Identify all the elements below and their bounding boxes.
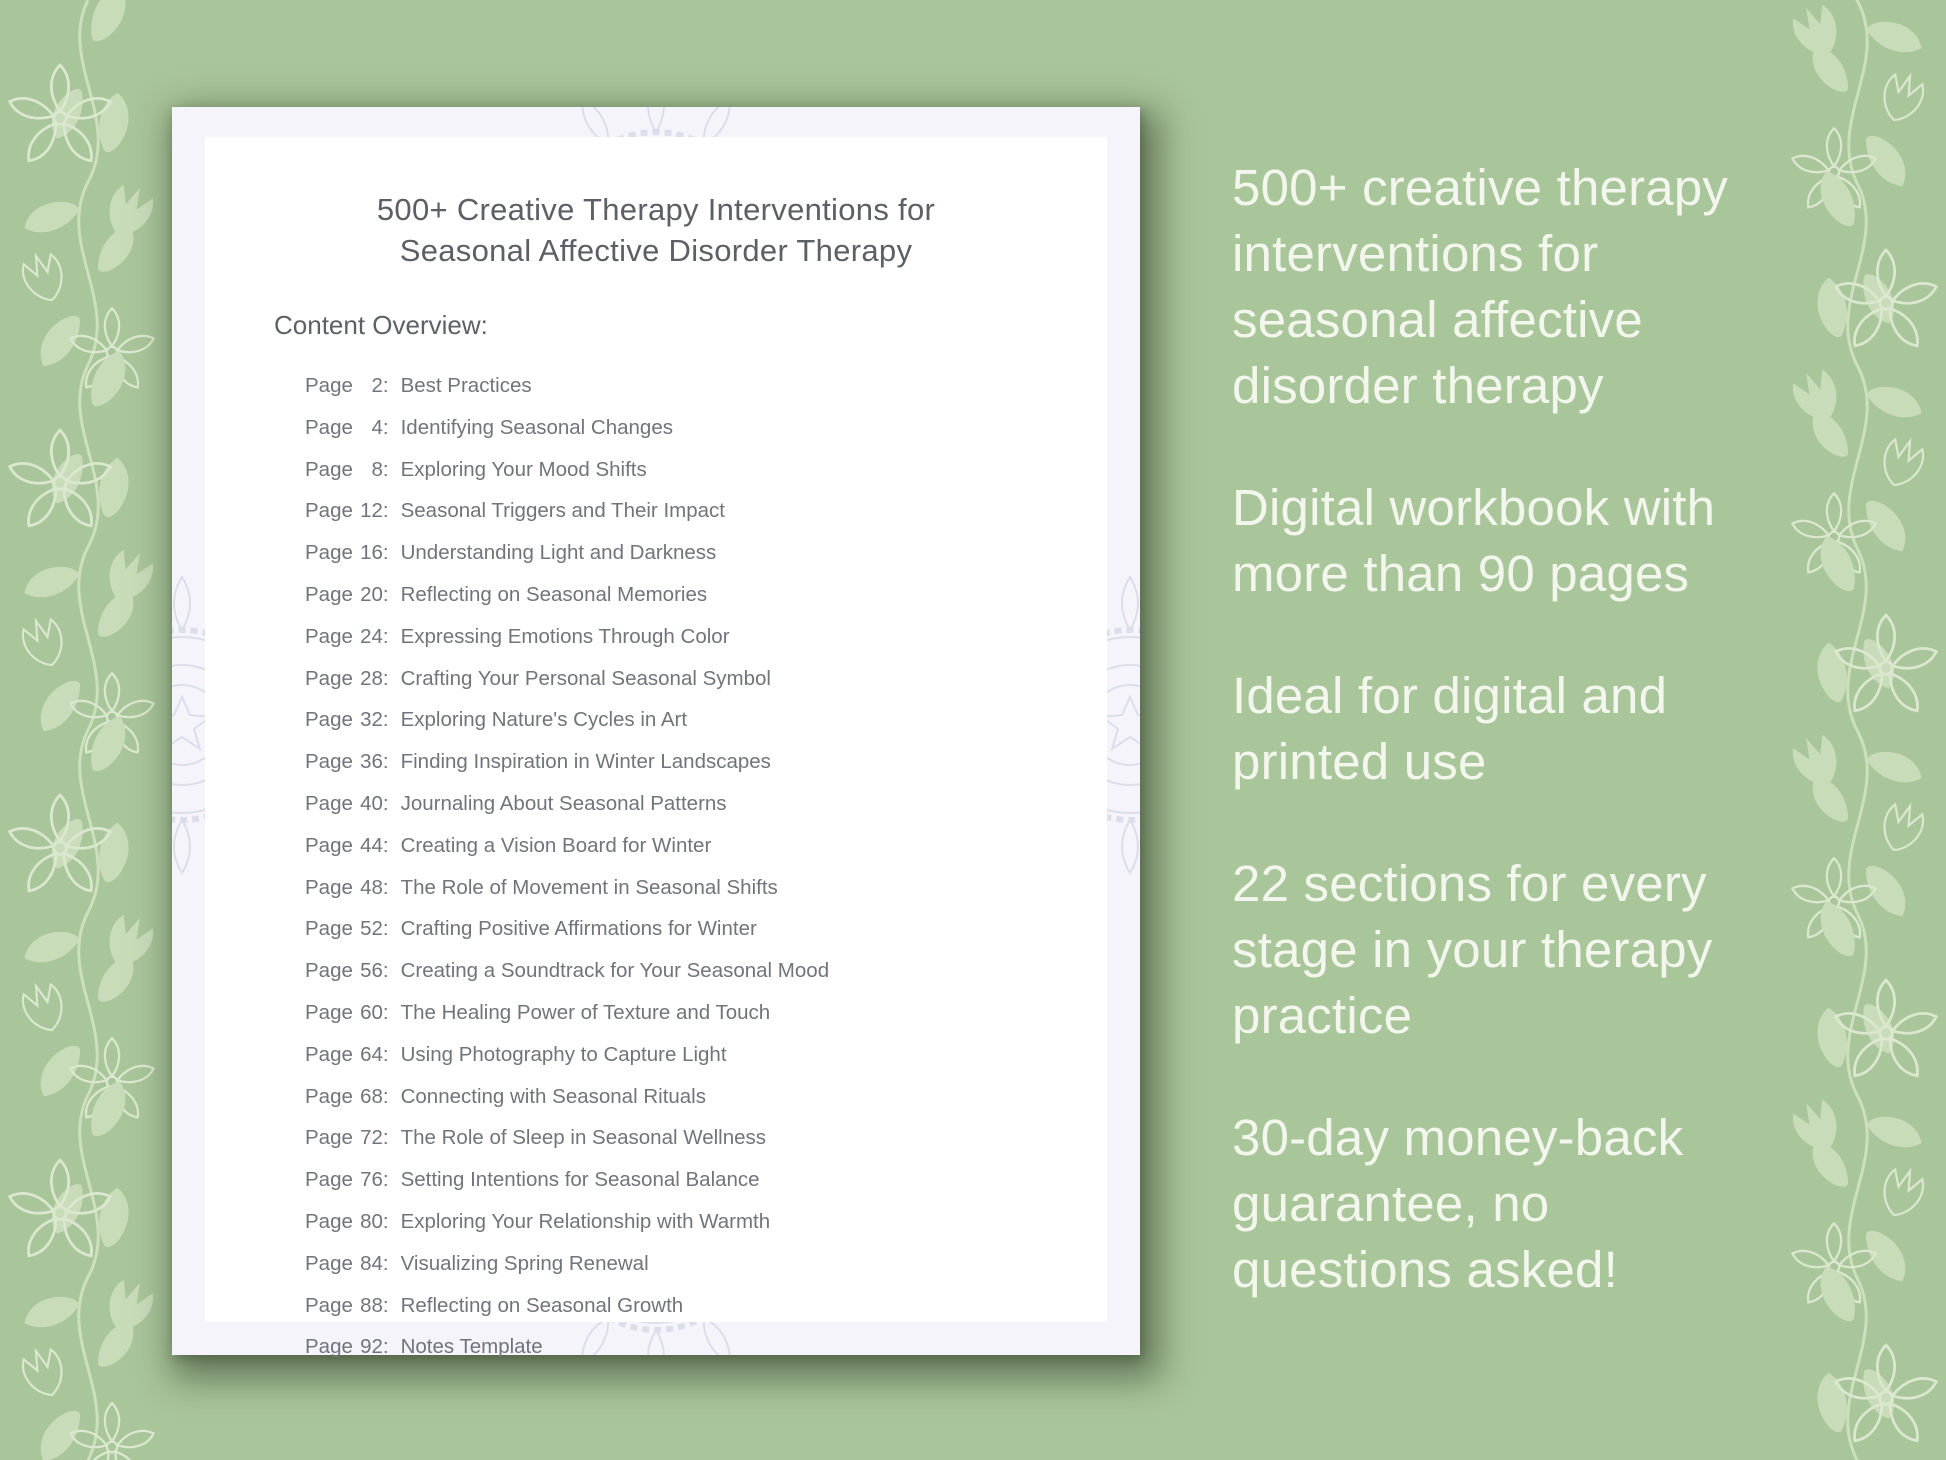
toc-separator: : — [382, 1168, 389, 1192]
toc-page-number: 36 — [360, 750, 383, 774]
feature-text-line: more than 90 pages — [1232, 545, 1690, 602]
feature-text-line: disorder therapy — [1232, 357, 1604, 414]
toc-page-number: 88 — [360, 1293, 383, 1317]
feature-text-line: printed use — [1232, 733, 1487, 790]
toc-entry-title: Setting Intentions for Seasonal Balance — [400, 1168, 760, 1192]
toc-item — [305, 1285, 1107, 1327]
page-title-line-2: Seasonal Affective Disorder Therapy — [399, 233, 913, 268]
toc-item — [305, 825, 1107, 867]
toc-separator: : — [382, 541, 389, 565]
toc-item — [305, 1159, 1107, 1201]
toc-item — [305, 1034, 1107, 1076]
toc-entry-title: Creating a Soundtrack for Your Seasonal Mood — [400, 959, 830, 983]
toc-page-word: Page — [305, 875, 353, 899]
toc-item — [305, 950, 1107, 992]
toc-page-number: 48 — [360, 875, 383, 899]
toc-page-number: 44 — [360, 833, 383, 857]
toc-item — [305, 1201, 1107, 1243]
feature-text-line: seasonal affective — [1232, 291, 1643, 348]
feature-text — [1232, 475, 1832, 607]
toc-entry-title: Journaling About Seasonal Patterns — [400, 791, 727, 815]
floral-vine-left-decoration — [0, 0, 177, 1460]
toc-entry-title: The Role of Sleep in Seasonal Wellness — [400, 1126, 767, 1150]
toc-page-word: Page — [305, 959, 353, 983]
toc-page-word: Page — [305, 1000, 353, 1024]
toc-page-word: Page — [305, 1168, 353, 1192]
toc-separator: : — [382, 708, 389, 732]
toc-item — [305, 1326, 1107, 1368]
toc-page-number: 24 — [360, 624, 383, 648]
toc-entry-title: Connecting with Seasonal Rituals — [400, 1084, 706, 1108]
toc-item — [305, 490, 1107, 532]
toc-separator: : — [382, 1042, 389, 1066]
toc-entry-title: The Healing Power of Texture and Touch — [400, 1000, 771, 1024]
toc-separator: : — [382, 750, 389, 774]
toc-page-word: Page — [305, 666, 353, 690]
toc-page-word: Page — [305, 791, 353, 815]
toc-item — [305, 574, 1107, 616]
content-overview-label: Content Overview: — [274, 310, 488, 340]
feature-text-line: Digital workbook with — [1232, 479, 1716, 536]
toc-page-number: 4 — [371, 415, 383, 439]
toc-page-number: 76 — [360, 1168, 383, 1192]
toc-entry-title: Identifying Seasonal Changes — [400, 415, 673, 439]
toc-page-number: 60 — [360, 1000, 383, 1024]
toc-page-word: Page — [305, 1084, 353, 1108]
toc-separator: : — [382, 1293, 389, 1317]
toc-page-word: Page — [305, 1042, 353, 1066]
toc-entry-title: Expressing Emotions Through Color — [400, 624, 730, 648]
toc-separator: : — [382, 833, 389, 857]
feature-text-line: interventions for — [1232, 225, 1599, 282]
toc-page-number: 8 — [371, 457, 383, 481]
toc-item — [305, 699, 1107, 741]
toc-page-number: 12 — [360, 499, 383, 523]
toc-list — [305, 365, 1107, 1368]
toc-entry-title: Best Practices — [400, 374, 532, 397]
toc-page-number: 64 — [360, 1042, 383, 1066]
page-title-line-1: 500+ Creative Therapy Interventions for — [376, 192, 936, 227]
toc-page-word: Page — [305, 374, 353, 397]
toc-item — [305, 449, 1107, 491]
toc-page-word: Page — [305, 708, 353, 732]
toc-item — [305, 783, 1107, 825]
toc-separator: : — [382, 1084, 389, 1108]
toc-page-number: 92 — [360, 1335, 383, 1359]
toc-page-word: Page — [305, 750, 353, 774]
feature-text-line: stage in your therapy — [1232, 921, 1713, 978]
toc-item — [305, 992, 1107, 1034]
toc-separator: : — [382, 917, 389, 941]
toc-page-number: 80 — [360, 1209, 383, 1233]
toc-separator: : — [382, 624, 389, 648]
feature-text-line: 22 sections for every — [1232, 855, 1707, 912]
feature-text — [1232, 155, 1832, 419]
toc-page-number: 28 — [360, 666, 383, 690]
toc-separator: : — [382, 875, 389, 899]
toc-item — [305, 658, 1107, 700]
toc-entry-title: Crafting Positive Affirmations for Winter — [400, 917, 757, 941]
toc-item — [305, 1076, 1107, 1118]
feature-text-line: practice — [1232, 987, 1413, 1044]
toc-entry-title: Exploring Your Relationship with Warmth — [400, 1209, 771, 1233]
toc-entry-title: Visualizing Spring Renewal — [400, 1251, 649, 1275]
toc-separator: : — [382, 1335, 389, 1359]
toc-separator: : — [382, 374, 389, 397]
page-content — [205, 137, 1107, 1359]
toc-separator: : — [382, 1000, 389, 1024]
toc-separator: : — [382, 1126, 389, 1150]
toc-item — [305, 532, 1107, 574]
feature-text-line: Ideal for digital and — [1232, 667, 1668, 724]
toc-page-word: Page — [305, 1251, 353, 1275]
toc-entry-title: The Role of Movement in Seasonal Shifts — [400, 875, 778, 899]
toc-entry-title: Finding Inspiration in Winter Landscapes — [400, 750, 771, 774]
toc-item — [305, 908, 1107, 950]
toc-separator: : — [382, 499, 389, 523]
toc-page-number: 2 — [371, 374, 383, 397]
toc-entry-title: Crafting Your Personal Seasonal Symbol — [400, 666, 771, 690]
toc-item — [305, 365, 1107, 407]
toc-page-number: 52 — [360, 917, 383, 941]
toc-page-word: Page — [305, 1335, 353, 1359]
toc-item — [305, 1243, 1107, 1285]
toc-page-word: Page — [305, 624, 353, 648]
feature-text-line: 500+ creative therapy — [1232, 159, 1729, 216]
feature-text — [1232, 663, 1832, 795]
toc-separator: : — [382, 582, 389, 606]
toc-item — [305, 867, 1107, 909]
marketing-panel — [1232, 155, 1832, 1359]
toc-separator: : — [382, 415, 389, 439]
toc-page-number: 84 — [360, 1251, 383, 1275]
feature-text — [1232, 851, 1832, 1049]
workbook-page — [172, 107, 1140, 1359]
toc-separator: : — [382, 959, 389, 983]
feature-text-line: guarantee, no — [1232, 1175, 1550, 1232]
feature-text-line: 30-day money-back — [1232, 1109, 1684, 1166]
toc-page-word: Page — [305, 833, 353, 857]
toc-entry-title: Using Photography to Capture Light — [400, 1042, 727, 1066]
toc-page-number: 40 — [360, 791, 383, 815]
toc-entry-title: Exploring Your Mood Shifts — [400, 457, 647, 481]
toc-item — [305, 1117, 1107, 1159]
toc-entry-title: Understanding Light and Darkness — [400, 541, 717, 565]
toc-item — [305, 616, 1107, 658]
toc-page-word: Page — [305, 1126, 353, 1150]
page-title — [205, 137, 1107, 271]
toc-page-number: 72 — [360, 1126, 383, 1150]
toc-separator: : — [382, 1209, 389, 1233]
toc-page-number: 16 — [360, 541, 383, 565]
toc-page-number: 32 — [360, 708, 383, 732]
toc-separator: : — [382, 666, 389, 690]
toc-page-word: Page — [305, 457, 353, 481]
toc-item — [305, 741, 1107, 783]
feature-text-line: questions asked! — [1232, 1241, 1618, 1298]
toc-page-word: Page — [305, 1209, 353, 1233]
toc-entry-title: Seasonal Triggers and Their Impact — [400, 499, 725, 523]
toc-page-word: Page — [305, 541, 353, 565]
toc-separator: : — [382, 1251, 389, 1275]
toc-page-word: Page — [305, 499, 353, 523]
toc-page-word: Page — [305, 917, 353, 941]
toc-entry-title: Exploring Nature's Cycles in Art — [400, 708, 688, 732]
toc-page-word: Page — [305, 415, 353, 439]
toc-page-number: 20 — [360, 582, 383, 606]
toc-page-word: Page — [305, 582, 353, 606]
toc-page-word: Page — [305, 1293, 353, 1317]
feature-text — [1232, 1105, 1832, 1303]
toc-entry-title: Notes Template — [400, 1335, 543, 1359]
toc-separator: : — [382, 457, 389, 481]
toc-page-number: 56 — [360, 959, 383, 983]
toc-entry-title: Creating a Vision Board for Winter — [400, 833, 712, 857]
toc-item — [305, 407, 1107, 449]
toc-entry-title: Reflecting on Seasonal Growth — [400, 1293, 684, 1317]
toc-entry-title: Reflecting on Seasonal Memories — [400, 582, 708, 606]
toc-separator: : — [382, 791, 389, 815]
toc-page-number: 68 — [360, 1084, 383, 1108]
